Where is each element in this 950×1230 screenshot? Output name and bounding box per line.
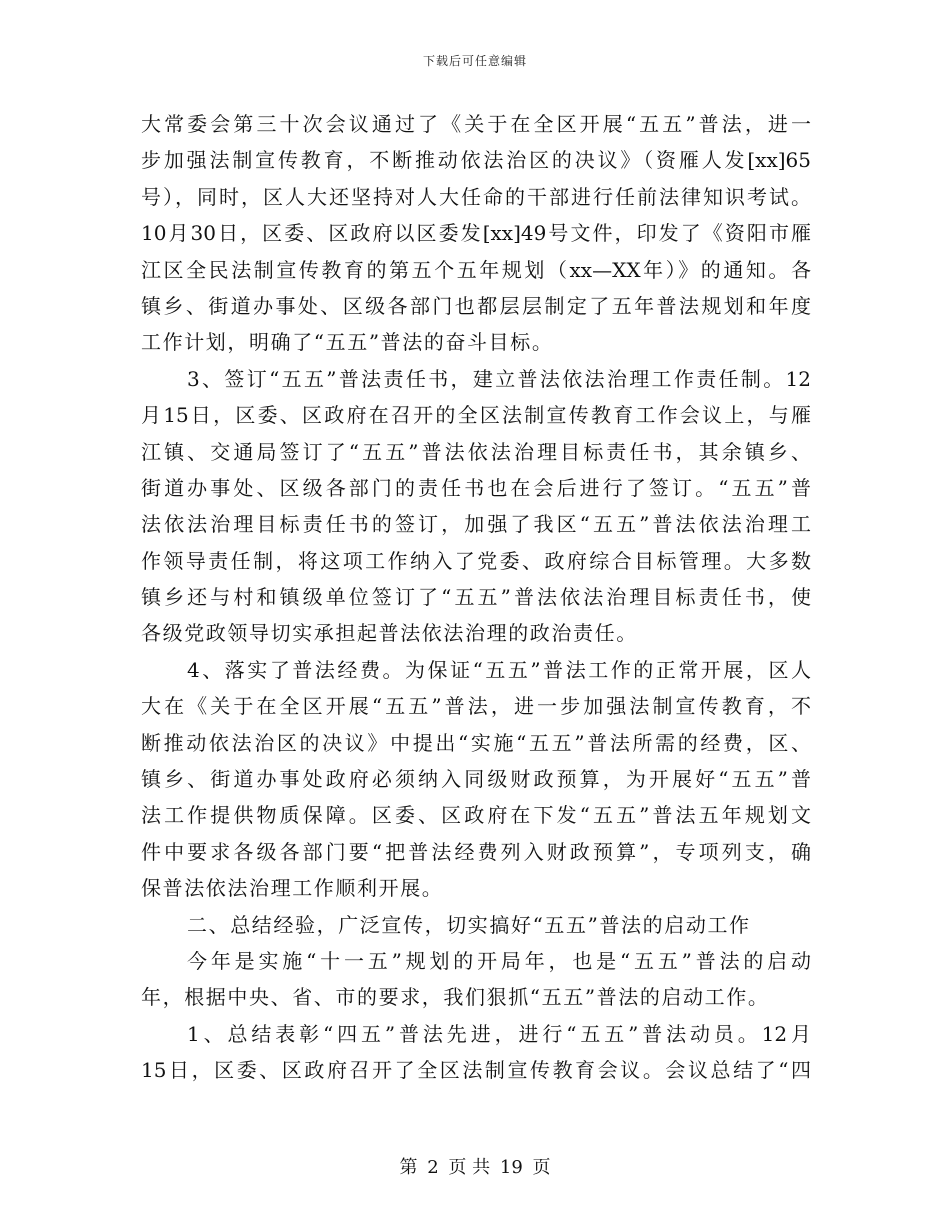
text-line: 件中要求各级各部门要“把普法经费列入财政预算”，专项列支，确 bbox=[141, 839, 811, 864]
text-line: 1、总结表彰“四五”普法先进，进行“五五”普法动员。12月 bbox=[187, 1021, 811, 1046]
text-line: 号），同时，区人大还坚持对人大任命的干部进行任前法律知识考试。 bbox=[141, 184, 811, 209]
text-line: 步加强法制宣传教育，不断推动依法治区的决议》（资雁人发[xx]65 bbox=[141, 148, 811, 173]
text-line: 大常委会第三十次会议通过了《关于在全区开展“五五”普法，进一 bbox=[141, 112, 811, 136]
document-body bbox=[141, 106, 811, 1089]
text-line: 镇乡、街道办事处政府必须纳入同级财政预算，为开展好“五五”普 bbox=[141, 767, 811, 792]
text-line: 年，根据中央、省、市的要求，我们狠抓“五五”普法的启动工作。 bbox=[141, 985, 770, 1010]
text-line: 镇乡、街道办事处、区级各部门也都层层制定了五年普法规划和年度 bbox=[141, 293, 811, 318]
text-line: 4、落实了普法经费。为保证“五五”普法工作的正常开展，区人 bbox=[187, 657, 811, 682]
footer-suffix: 页 bbox=[532, 1157, 551, 1178]
page-footer bbox=[0, 1153, 950, 1179]
text-line: 工作计划，明确了“五五”普法的奋斗目标。 bbox=[141, 330, 554, 355]
text-line: 法依法治理目标责任书的签订，加强了我区“五五”普法依法治理工 bbox=[141, 512, 811, 537]
text-line: 镇乡还与村和镇级单位签订了“五五”普法依法治理目标责任书，使 bbox=[141, 585, 811, 610]
text-line: 保普法依法治理工作顺利开展。 bbox=[141, 876, 444, 901]
footer-mid: 页 共 bbox=[448, 1157, 491, 1178]
footer-prefix: 第 bbox=[399, 1157, 418, 1178]
page-header: 下载后可任意编辑 bbox=[422, 54, 527, 68]
text-line: 街道办事处、区级各部门的责任书也在会后进行了签订。“五五”普 bbox=[141, 475, 811, 500]
text-line: 二、总结经验，广泛宣传，切实搞好“五五”普法的启动工作 bbox=[187, 912, 751, 937]
text-line: 作领导责任制，将这项工作纳入了党委、政府综合目标管理。大多数 bbox=[141, 548, 811, 573]
text-line: 法工作提供物质保障。区委、区政府在下发“五五”普法五年规划文 bbox=[141, 803, 811, 828]
text-line: 江镇、交通局签订了“五五”普法依法治理目标责任书，其余镇乡、 bbox=[141, 439, 811, 464]
text-line: 大在《关于在全区开展“五五”普法，进一步加强法制宣传教育，不 bbox=[141, 694, 811, 719]
text-line: 断推动依法治区的决议》中提出“实施“五五”普法所需的经费，区、 bbox=[141, 730, 811, 755]
text-line: 各级党政领导切实承担起普法依法治理的政治责任。 bbox=[141, 621, 638, 646]
text-line: 15日，区委、区政府召开了全区法制宣传教育会议。会议总结了“四 bbox=[141, 1058, 811, 1083]
text-line: 今年是实施“十一五”规划的开局年，也是“五五”普法的启动 bbox=[187, 948, 811, 973]
text-line: 10月30日，区委、区政府以区委发[xx]49号文件，印发了《资阳市雁 bbox=[141, 221, 811, 246]
text-line: 月15日，区委、区政府在召开的全区法制宣传教育工作会议上，与雁 bbox=[141, 403, 811, 428]
text-line: 江区全民法制宣传教育的第五个五年规划（xx—XX年）》的通知。各 bbox=[141, 257, 811, 282]
text-line: 3、签订“五五”普法责任书，建立普法依法治理工作责任制。12 bbox=[187, 366, 811, 391]
footer-total-pages: 19 bbox=[499, 1157, 523, 1178]
footer-page-number: 2 bbox=[427, 1157, 439, 1178]
